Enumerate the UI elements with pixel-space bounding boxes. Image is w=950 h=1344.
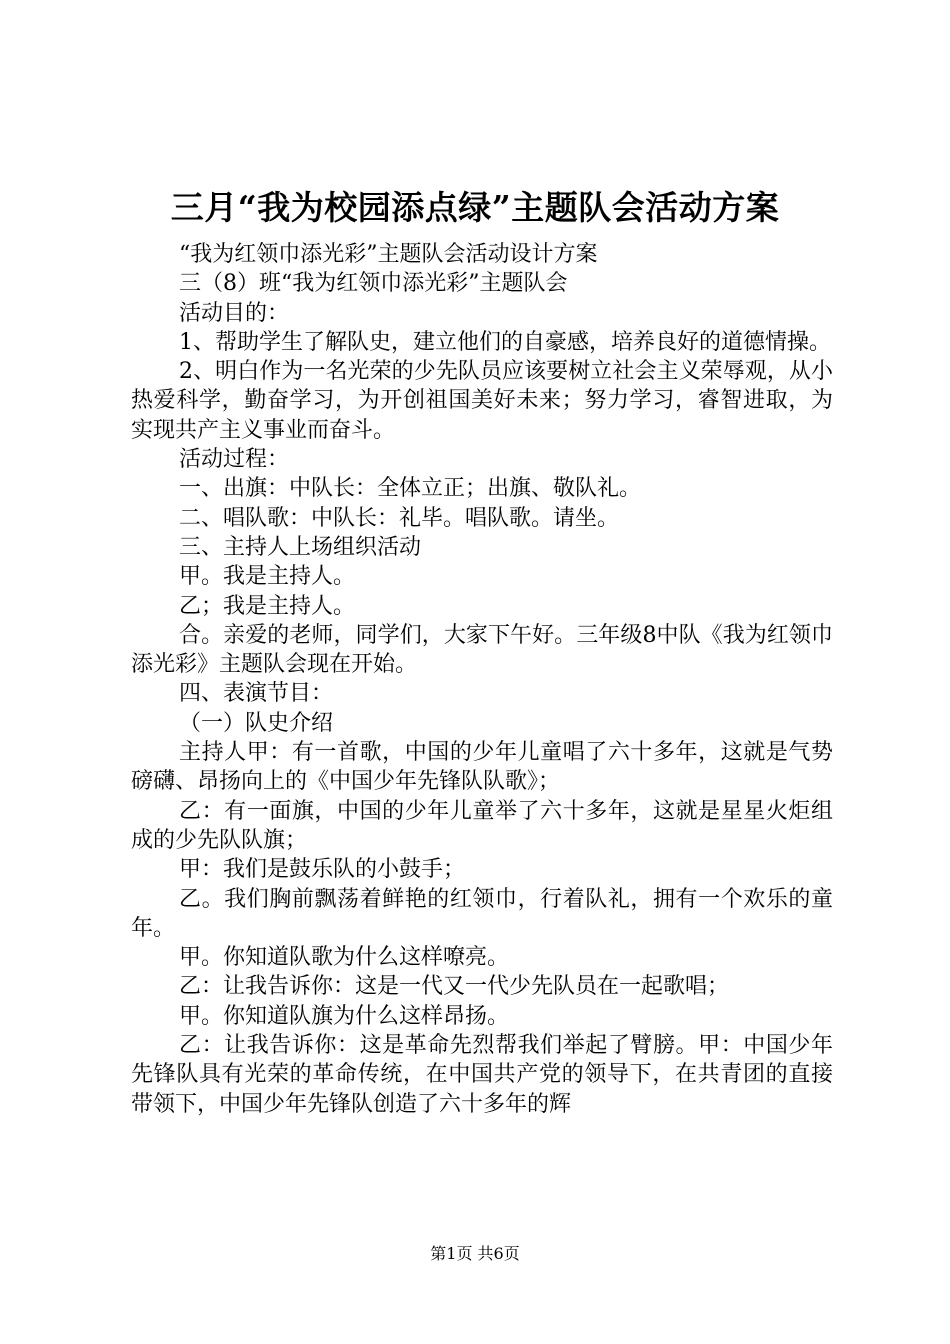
paragraph: 乙：让我告诉你：这是革命先烈帮我们举起了臂膀。甲：中国少年先锋队具有光荣的革命传统，在中国共产党的领导下，在共青团的直接带领下，中国少年先锋队创造了六十多年的辉 — [131, 1033, 833, 1117]
paragraph: 乙；我是主持人。 — [179, 593, 356, 619]
paragraph: 乙：有一面旗，中国的少年儿童举了六十多年，这就是星星火炬组成的少先队队旗； — [131, 798, 833, 853]
page-number: 第1页 共6页 — [430, 1244, 520, 1263]
paragraph: （一）队史介绍 — [179, 710, 334, 736]
paragraph: 合。亲爱的老师，同学们，大家下午好。三年级8中队《我为红领巾添光彩》主题队会现在开始。 — [131, 622, 833, 678]
paragraph: 2、明白作为一名光荣的少先队员应该要树立社会主义荣辱观，从小热爱科学，勤奋学习，为开创祖国美好未来；努力学习，睿智进取，为实现共产主义事业而奋斗。 — [131, 359, 833, 443]
paragraph: 三、主持人上场组织活动 — [179, 534, 422, 560]
paragraph: 1、帮助学生了解队史，建立他们的自豪感，培养良好的道德情操。 — [179, 329, 831, 355]
paragraph: “我为红领巾添光彩”主题队会活动设计方案 — [179, 242, 598, 267]
paragraph: 甲。你知道队旗为什么这样昂扬。 — [179, 1003, 510, 1029]
paragraph: 乙。我们胸前飘荡着鲜艳的红领巾，行着队礼，拥有一个欢乐的童年。 — [131, 886, 833, 941]
document-body — [131, 240, 833, 1119]
paragraph: 甲。我是主持人。 — [179, 564, 356, 590]
paragraph: 甲。你知道队歌为什么这样嘹亮。 — [179, 945, 510, 971]
paragraph: 二、唱队歌：中队长：礼毕。唱队歌。请坐。 — [179, 505, 620, 531]
paragraph: 一、出旗：中队长：全体立正；出旗、敬队礼。 — [179, 476, 642, 502]
paragraph: 活动过程： — [179, 447, 290, 473]
document-title: 三月“我为校园添点绿”主题队会活动方案 — [170, 188, 780, 227]
paragraph: 主持人甲：有一首歌，中国的少年儿童唱了六十多年，这就是气势磅礴、昂扬向上的《中国少年先锋队队歌》； — [131, 740, 833, 795]
paragraph: 乙：让我告诉你：这是一代又一代少先队员在一起歌唱； — [179, 974, 730, 1000]
paragraph: 甲：我们是鼓乐队的小鼓手； — [179, 857, 466, 883]
paragraph: 三（8）班“我为红领巾添光彩”主题队会 — [179, 271, 568, 297]
paragraph: 四、表演节目： — [179, 681, 334, 707]
paragraph: 活动目的： — [179, 300, 290, 326]
